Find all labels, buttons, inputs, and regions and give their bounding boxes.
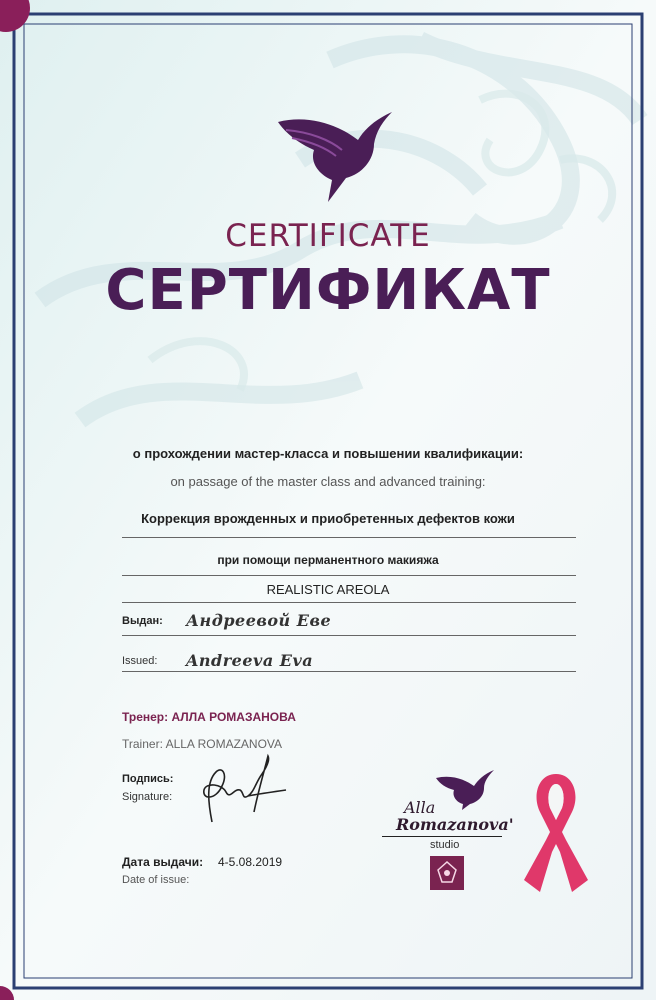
issued-ru-value: Андреевой Еве — [186, 611, 332, 630]
course-line-2: при помощи перманентного макияжа — [217, 553, 439, 567]
issued-en-value: Andreeva Eva — [186, 651, 314, 670]
studio-name-line2: Romazanova' — [396, 815, 514, 834]
divider-line — [122, 537, 576, 538]
title-russian: СЕРТИФИКАТ — [105, 258, 551, 323]
course-line-3: REALISTIC AREOLA — [266, 582, 390, 597]
divider-line — [122, 635, 576, 636]
intro-russian: о прохождении мастер-класса и повышении квалификации: — [132, 446, 524, 461]
divider-line — [122, 575, 576, 576]
divider-line — [122, 602, 576, 603]
hummingbird-icon — [432, 768, 496, 810]
studio-badge-icon — [430, 856, 464, 890]
studio-word: studio — [430, 839, 460, 851]
course-line-1: Коррекция врожденных и приобретенных дефектов кожи — [141, 511, 515, 526]
trainer-english: Trainer: ALLA ROMAZANOVA — [122, 737, 283, 751]
studio-name-line1: Alla — [404, 798, 436, 817]
signature-ru-label: Подпись: — [122, 773, 174, 785]
pink-ribbon-icon — [516, 768, 596, 892]
title-english: CERTIFICATE — [225, 218, 431, 254]
date-ru-label: Дата выдачи: — [122, 855, 204, 869]
date-value: 4-5.08.2019 — [218, 855, 283, 869]
trainer-russian: Тренер: АЛЛА РОМАЗАНОВА — [122, 710, 296, 724]
issued-en-label: Issued: — [122, 655, 158, 667]
intro-english: on passage of the master class and advanced training: — [170, 474, 486, 489]
date-en-label: Date of issue: — [122, 874, 190, 886]
logo-underline — [382, 836, 502, 837]
hummingbird-icon — [270, 104, 400, 204]
handwritten-signature — [182, 752, 292, 832]
divider-line — [122, 671, 576, 672]
issued-ru-label: Выдан: — [122, 615, 163, 627]
signature-en-label: Signature: — [122, 791, 173, 803]
